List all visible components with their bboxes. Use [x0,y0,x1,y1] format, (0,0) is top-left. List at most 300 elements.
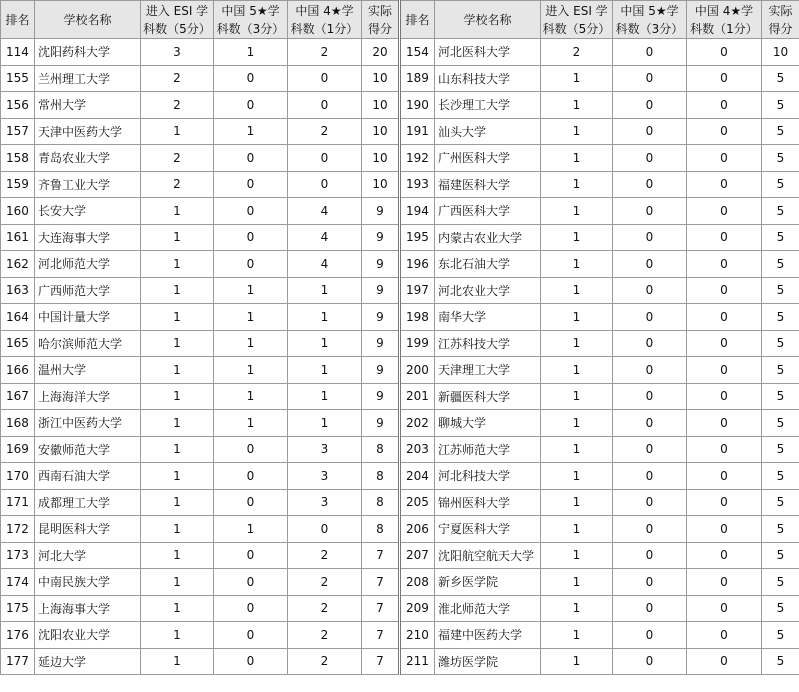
left-five-cell: 0 [214,569,288,596]
left-rank-cell: 164 [1,304,35,331]
table-row [1,304,799,331]
left-rank-cell: 172 [1,516,35,543]
table-row [1,383,799,410]
left-esi-cell: 1 [141,383,214,410]
right-score-cell: 5 [762,171,799,198]
left-name-cell: 河北师范大学 [35,251,141,278]
right-name-cell: 广州医科大学 [435,145,541,172]
left-five-cell: 0 [214,65,288,92]
left-four-cell: 0 [288,65,362,92]
right-rank-cell: 204 [400,463,435,490]
header-row [1,1,799,39]
right-esi-cell: 2 [541,39,613,66]
left-five-cell: 0 [214,648,288,675]
table-row [1,436,799,463]
left-five-cell: 1 [214,410,288,437]
left-name-cell: 哈尔滨师范大学 [35,330,141,357]
right-rank-cell: 191 [400,118,435,145]
right-score-cell: 5 [762,145,799,172]
left-esi-cell: 1 [141,595,214,622]
right-score-cell: 5 [762,489,799,516]
right-name-cell: 江苏科技大学 [435,330,541,357]
left-four-cell: 2 [288,595,362,622]
right-four-cell: 0 [687,330,762,357]
header-five-star [214,1,288,39]
left-rank-cell: 114 [1,39,35,66]
right-name-cell: 天津理工大学 [435,357,541,384]
left-rank-cell: 168 [1,410,35,437]
right-four-cell: 0 [687,198,762,225]
right-score-cell: 5 [762,357,799,384]
left-four-cell: 1 [288,277,362,304]
right-name-cell: 河北科技大学 [435,463,541,490]
header-score-line1: 实际 [367,3,392,18]
right-rank-cell: 211 [400,648,435,675]
right-rank-cell: 195 [400,224,435,251]
table-row [1,622,799,649]
header-five-line1: 中国 5★学 [221,3,280,18]
header-four-line2: 科数（1分） [290,21,359,36]
right-esi-cell: 1 [541,463,613,490]
right-score-cell: 5 [762,463,799,490]
left-four-cell: 0 [288,92,362,119]
left-esi-cell: 2 [141,92,214,119]
right-five-cell: 0 [613,595,687,622]
right-five-cell: 0 [613,39,687,66]
left-score-cell: 7 [362,595,400,622]
header-score-line2-right: 得分 [768,21,793,36]
left-four-cell: 3 [288,436,362,463]
right-five-cell: 0 [613,622,687,649]
table-row [1,330,799,357]
left-rank-cell: 174 [1,569,35,596]
right-name-cell: 汕头大学 [435,118,541,145]
left-score-cell: 9 [362,224,400,251]
right-score-cell: 5 [762,330,799,357]
table-row [1,171,799,198]
right-name-cell: 河北医科大学 [435,39,541,66]
header-esi-line2-right: 科数（5分） [542,21,611,36]
header-four-star-right [687,1,762,39]
left-five-cell: 0 [214,595,288,622]
left-five-cell: 1 [214,118,288,145]
right-five-cell: 0 [613,410,687,437]
left-name-cell: 广西师范大学 [35,277,141,304]
left-score-cell: 20 [362,39,400,66]
left-name-cell: 浙江中医药大学 [35,410,141,437]
left-name-cell: 大连海事大学 [35,224,141,251]
left-score-cell: 9 [362,357,400,384]
left-esi-cell: 1 [141,410,214,437]
left-rank-cell: 161 [1,224,35,251]
right-esi-cell: 1 [541,489,613,516]
right-five-cell: 0 [613,224,687,251]
left-rank-cell: 160 [1,198,35,225]
header-esi-line1-right: 进入 ESI 学 [545,3,608,18]
left-score-cell: 9 [362,410,400,437]
right-score-cell: 5 [762,542,799,569]
left-score-cell: 9 [362,330,400,357]
right-five-cell: 0 [613,383,687,410]
right-name-cell: 山东科技大学 [435,65,541,92]
left-esi-cell: 1 [141,569,214,596]
right-four-cell: 0 [687,224,762,251]
header-four-line1: 中国 4★学 [295,3,354,18]
right-esi-cell: 1 [541,145,613,172]
left-esi-cell: 1 [141,489,214,516]
table-row [1,39,799,66]
right-score-cell: 5 [762,436,799,463]
right-rank-cell: 207 [400,542,435,569]
left-name-cell: 上海海洋大学 [35,383,141,410]
left-five-cell: 1 [214,39,288,66]
left-rank-cell: 170 [1,463,35,490]
right-four-cell: 0 [687,65,762,92]
right-esi-cell: 1 [541,304,613,331]
left-rank-cell: 173 [1,542,35,569]
left-five-cell: 0 [214,622,288,649]
left-esi-cell: 1 [141,304,214,331]
header-five-line1-right: 中国 5★学 [620,3,679,18]
left-rank-cell: 176 [1,622,35,649]
left-four-cell: 0 [288,516,362,543]
left-score-cell: 7 [362,542,400,569]
left-rank-cell: 156 [1,92,35,119]
left-name-cell: 齐鲁工业大学 [35,171,141,198]
left-rank-cell: 162 [1,251,35,278]
header-four-line2-right: 科数（1分） [690,21,758,36]
left-rank-cell: 169 [1,436,35,463]
table-row [1,92,799,119]
right-esi-cell: 1 [541,622,613,649]
left-name-cell: 河北大学 [35,542,141,569]
right-four-cell: 0 [687,277,762,304]
left-name-cell: 温州大学 [35,357,141,384]
right-esi-cell: 1 [541,198,613,225]
left-name-cell: 青岛农业大学 [35,145,141,172]
left-rank-cell: 175 [1,595,35,622]
left-score-cell: 7 [362,569,400,596]
left-five-cell: 0 [214,171,288,198]
right-five-cell: 0 [613,542,687,569]
left-score-cell: 10 [362,145,400,172]
left-score-cell: 10 [362,171,400,198]
left-score-cell: 7 [362,648,400,675]
right-rank-cell: 189 [400,65,435,92]
left-name-cell: 沈阳农业大学 [35,622,141,649]
right-four-cell: 0 [687,118,762,145]
right-rank-cell: 206 [400,516,435,543]
right-five-cell: 0 [613,489,687,516]
left-rank-cell: 167 [1,383,35,410]
left-four-cell: 1 [288,383,362,410]
left-name-cell: 成都理工大学 [35,489,141,516]
header-esi-right [541,1,613,39]
right-rank-cell: 199 [400,330,435,357]
table-row [1,542,799,569]
right-name-cell: 新疆医科大学 [435,383,541,410]
right-score-cell: 10 [762,39,799,66]
left-five-cell: 0 [214,198,288,225]
right-four-cell: 0 [687,648,762,675]
right-esi-cell: 1 [541,595,613,622]
left-rank-cell: 158 [1,145,35,172]
left-score-cell: 8 [362,463,400,490]
right-score-cell: 5 [762,410,799,437]
left-five-cell: 0 [214,145,288,172]
left-esi-cell: 1 [141,118,214,145]
left-esi-cell: 1 [141,648,214,675]
left-four-cell: 3 [288,463,362,490]
right-five-cell: 0 [613,145,687,172]
right-rank-cell: 205 [400,489,435,516]
right-five-cell: 0 [613,357,687,384]
right-five-cell: 0 [613,516,687,543]
table-row [1,489,799,516]
table-row [1,198,799,225]
right-five-cell: 0 [613,569,687,596]
left-name-cell: 中南民族大学 [35,569,141,596]
right-five-cell: 0 [613,65,687,92]
left-name-cell: 长安大学 [35,198,141,225]
right-esi-cell: 1 [541,92,613,119]
right-four-cell: 0 [687,463,762,490]
right-name-cell: 东北石油大学 [435,251,541,278]
right-esi-cell: 1 [541,516,613,543]
left-five-cell: 0 [214,436,288,463]
right-esi-cell: 1 [541,118,613,145]
left-score-cell: 9 [362,383,400,410]
left-score-cell: 8 [362,516,400,543]
header-score-line2: 得分 [367,21,392,36]
left-name-cell: 沈阳药科大学 [35,39,141,66]
right-rank-cell: 190 [400,92,435,119]
right-four-cell: 0 [687,569,762,596]
right-name-cell: 南华大学 [435,304,541,331]
right-four-cell: 0 [687,92,762,119]
right-four-cell: 0 [687,516,762,543]
right-rank-cell: 192 [400,145,435,172]
left-four-cell: 2 [288,648,362,675]
left-rank-cell: 155 [1,65,35,92]
right-score-cell: 5 [762,198,799,225]
left-score-cell: 10 [362,92,400,119]
right-five-cell: 0 [613,463,687,490]
left-rank-cell: 163 [1,277,35,304]
left-rank-cell: 165 [1,330,35,357]
left-rank-cell: 157 [1,118,35,145]
right-five-cell: 0 [613,436,687,463]
right-name-cell: 聊城大学 [435,410,541,437]
right-esi-cell: 1 [541,171,613,198]
right-four-cell: 0 [687,357,762,384]
right-four-cell: 0 [687,171,762,198]
table-row [1,224,799,251]
left-score-cell: 8 [362,489,400,516]
left-five-cell: 1 [214,357,288,384]
right-esi-cell: 1 [541,410,613,437]
left-name-cell: 上海海事大学 [35,595,141,622]
right-five-cell: 0 [613,92,687,119]
right-esi-cell: 1 [541,569,613,596]
right-four-cell: 0 [687,251,762,278]
left-esi-cell: 1 [141,436,214,463]
right-rank-cell: 208 [400,569,435,596]
table-row [1,65,799,92]
right-five-cell: 0 [613,304,687,331]
left-name-cell: 常州大学 [35,92,141,119]
left-esi-cell: 1 [141,516,214,543]
table-row [1,410,799,437]
left-rank-cell: 166 [1,357,35,384]
left-name-cell: 昆明医科大学 [35,516,141,543]
left-esi-cell: 1 [141,330,214,357]
left-score-cell: 8 [362,436,400,463]
left-four-cell: 0 [288,171,362,198]
right-name-cell: 福建医科大学 [435,171,541,198]
right-four-cell: 0 [687,436,762,463]
left-esi-cell: 1 [141,463,214,490]
left-four-cell: 2 [288,39,362,66]
right-four-cell: 0 [687,410,762,437]
left-four-cell: 2 [288,569,362,596]
right-four-cell: 0 [687,542,762,569]
left-rank-cell: 177 [1,648,35,675]
right-rank-cell: 196 [400,251,435,278]
right-esi-cell: 1 [541,436,613,463]
table-row [1,251,799,278]
right-rank-cell: 154 [400,39,435,66]
right-four-cell: 0 [687,595,762,622]
right-five-cell: 0 [613,118,687,145]
table-row [1,463,799,490]
left-four-cell: 4 [288,198,362,225]
right-score-cell: 5 [762,251,799,278]
right-score-cell: 5 [762,118,799,145]
left-five-cell: 1 [214,304,288,331]
right-rank-cell: 210 [400,622,435,649]
left-esi-cell: 1 [141,622,214,649]
left-four-cell: 4 [288,251,362,278]
left-esi-cell: 3 [141,39,214,66]
header-rank: 排名 [1,1,35,39]
left-esi-cell: 1 [141,251,214,278]
left-five-cell: 1 [214,330,288,357]
table-row [1,277,799,304]
left-esi-cell: 2 [141,171,214,198]
left-four-cell: 0 [288,145,362,172]
right-esi-cell: 1 [541,277,613,304]
left-five-cell: 0 [214,542,288,569]
right-score-cell: 5 [762,516,799,543]
right-name-cell: 江苏师范大学 [435,436,541,463]
left-esi-cell: 2 [141,65,214,92]
right-name-cell: 河北农业大学 [435,277,541,304]
left-score-cell: 7 [362,622,400,649]
right-rank-cell: 193 [400,171,435,198]
header-score [362,1,400,39]
right-five-cell: 0 [613,251,687,278]
header-school-right: 学校名称 [435,1,541,39]
table-row [1,516,799,543]
right-rank-cell: 200 [400,357,435,384]
right-esi-cell: 1 [541,224,613,251]
right-esi-cell: 1 [541,65,613,92]
left-esi-cell: 2 [141,145,214,172]
header-five-star-right [613,1,687,39]
table-header [1,1,799,39]
header-four-star [288,1,362,39]
table-row [1,145,799,172]
right-name-cell: 长沙理工大学 [435,92,541,119]
right-four-cell: 0 [687,145,762,172]
header-score-right [762,1,799,39]
header-score-line1-right: 实际 [768,3,793,18]
left-five-cell: 1 [214,383,288,410]
right-name-cell: 宁夏医科大学 [435,516,541,543]
right-name-cell: 锦州医科大学 [435,489,541,516]
right-esi-cell: 1 [541,648,613,675]
left-five-cell: 0 [214,463,288,490]
right-name-cell: 广西医科大学 [435,198,541,225]
header-five-line2-right: 科数（3分） [615,21,684,36]
header-esi [141,1,214,39]
left-esi-cell: 1 [141,277,214,304]
left-four-cell: 2 [288,118,362,145]
right-esi-cell: 1 [541,330,613,357]
right-five-cell: 0 [613,330,687,357]
left-five-cell: 0 [214,224,288,251]
right-score-cell: 5 [762,622,799,649]
left-four-cell: 1 [288,330,362,357]
right-score-cell: 5 [762,277,799,304]
right-name-cell: 福建中医药大学 [435,622,541,649]
header-school: 学校名称 [35,1,141,39]
right-four-cell: 0 [687,489,762,516]
right-rank-cell: 209 [400,595,435,622]
header-esi-line2: 科数（5分） [143,21,211,36]
left-four-cell: 3 [288,489,362,516]
right-four-cell: 0 [687,383,762,410]
header-esi-line1: 进入 ESI 学 [145,3,209,18]
left-score-cell: 9 [362,251,400,278]
left-name-cell: 安徽师范大学 [35,436,141,463]
left-esi-cell: 1 [141,542,214,569]
table-row [1,648,799,675]
left-name-cell: 西南石油大学 [35,463,141,490]
right-score-cell: 5 [762,383,799,410]
header-four-line1-right: 中国 4★学 [694,3,754,18]
left-score-cell: 9 [362,304,400,331]
header-rank-right: 排名 [400,1,435,39]
table-row [1,118,799,145]
table-row [1,569,799,596]
right-name-cell: 新乡医学院 [435,569,541,596]
right-rank-cell: 202 [400,410,435,437]
left-name-cell: 天津中医药大学 [35,118,141,145]
left-esi-cell: 1 [141,357,214,384]
header-five-line2: 科数（3分） [216,21,285,36]
left-four-cell: 1 [288,357,362,384]
right-name-cell: 内蒙古农业大学 [435,224,541,251]
left-score-cell: 10 [362,118,400,145]
right-five-cell: 0 [613,171,687,198]
right-rank-cell: 201 [400,383,435,410]
left-four-cell: 2 [288,622,362,649]
left-name-cell: 延边大学 [35,648,141,675]
right-five-cell: 0 [613,648,687,675]
table-row [1,357,799,384]
